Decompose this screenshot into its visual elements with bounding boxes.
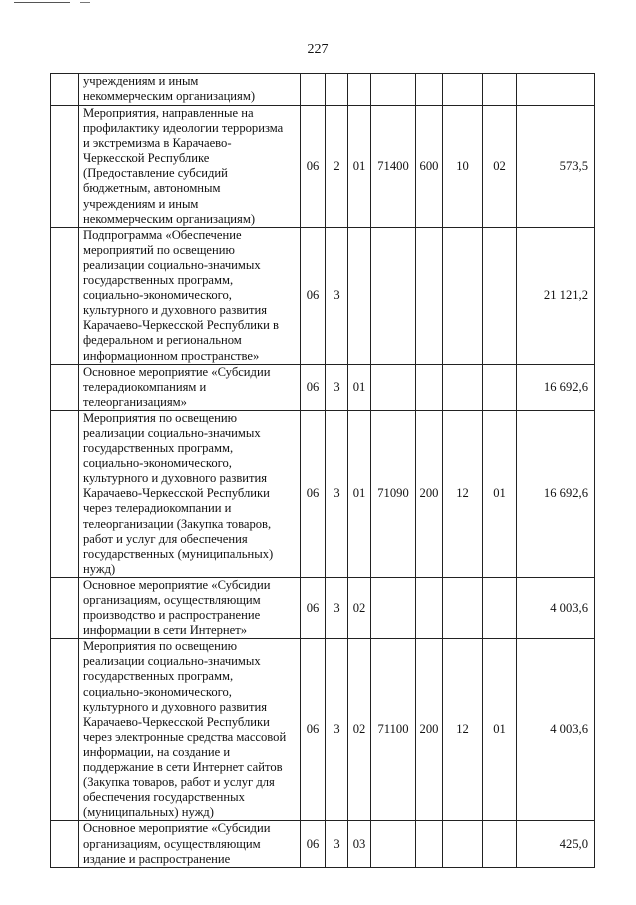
code-section: 06 <box>301 639 326 821</box>
top-rule <box>14 2 70 3</box>
item-name: Основное мероприятие «Субсидии телерадиокомпаниям и телеорганизациям» <box>83 364 271 409</box>
row-number-cell <box>51 821 79 867</box>
code-chapter <box>443 227 483 364</box>
table-row <box>51 577 595 638</box>
code-subsection: 01 <box>483 639 517 821</box>
code-expense-type <box>416 364 443 410</box>
code-expense-type: 600 <box>416 106 443 228</box>
item-name: Мероприятия, направленные на профилактику идеологии терроризма и экстремизма в Карачаево- Черкесской Республике (Предоставление субсидий бюджетным, автономным учреждениям и иным некоммерческим организациям) <box>83 106 284 226</box>
code-direction <box>371 364 416 410</box>
table-row <box>51 74 595 106</box>
item-name-cell <box>79 821 301 867</box>
table-row <box>51 227 595 364</box>
amount-cell: 16 692,6 <box>517 364 595 410</box>
table-body <box>51 74 595 868</box>
code-section <box>301 74 326 106</box>
row-number-cell <box>51 74 79 106</box>
code-chapter <box>443 364 483 410</box>
amount-cell <box>517 74 595 106</box>
row-number-cell <box>51 364 79 410</box>
code-section: 06 <box>301 410 326 577</box>
code-subsection: 01 <box>483 410 517 577</box>
table-row <box>51 639 595 821</box>
code-subprogram <box>348 227 371 364</box>
code-program: 3 <box>326 577 348 638</box>
code-chapter: 10 <box>443 106 483 228</box>
row-number-cell <box>51 577 79 638</box>
code-program: 3 <box>326 639 348 821</box>
code-expense-type: 200 <box>416 639 443 821</box>
code-section: 06 <box>301 364 326 410</box>
amount-cell: 16 692,6 <box>517 410 595 577</box>
code-expense-type: 200 <box>416 410 443 577</box>
code-subsection <box>483 577 517 638</box>
code-program: 3 <box>326 821 348 867</box>
code-chapter: 12 <box>443 410 483 577</box>
amount-cell: 4 003,6 <box>517 577 595 638</box>
code-direction <box>371 227 416 364</box>
budget-table <box>50 73 595 868</box>
code-direction <box>371 74 416 106</box>
code-direction: 71400 <box>371 106 416 228</box>
code-subprogram: 01 <box>348 106 371 228</box>
item-name-cell <box>79 410 301 577</box>
code-direction: 71100 <box>371 639 416 821</box>
row-number-cell <box>51 639 79 821</box>
code-expense-type <box>416 227 443 364</box>
amount-cell: 425,0 <box>517 821 595 867</box>
code-subsection: 02 <box>483 106 517 228</box>
item-name-cell <box>79 106 301 228</box>
code-direction: 71090 <box>371 410 416 577</box>
top-rule-short <box>80 2 90 3</box>
item-name-cell <box>79 639 301 821</box>
row-number-cell <box>51 410 79 577</box>
row-number-cell <box>51 106 79 228</box>
row-number-cell <box>51 227 79 364</box>
code-expense-type <box>416 74 443 106</box>
code-expense-type <box>416 821 443 867</box>
amount-cell: 4 003,6 <box>517 639 595 821</box>
code-subprogram: 01 <box>348 364 371 410</box>
code-program: 3 <box>326 227 348 364</box>
code-subprogram: 01 <box>348 410 371 577</box>
item-name: учреждениям и иным некоммерческим организациям) <box>83 74 256 104</box>
item-name-cell <box>79 74 301 106</box>
item-name: Мероприятия по освещению реализации социально-значимых государственных программ, социально-экономического, культурного и духовного развития Карачаево-Черкесской Республики через телерадиокомпании и телеорганизации (Закупка товаров, работ и услуг для обеспечения государственных (муниципальных) нужд) <box>83 410 274 576</box>
code-program: 3 <box>326 410 348 577</box>
item-name-cell <box>79 364 301 410</box>
code-chapter: 12 <box>443 639 483 821</box>
table-row <box>51 821 595 867</box>
table-row <box>51 106 595 228</box>
code-section: 06 <box>301 577 326 638</box>
code-subsection <box>483 364 517 410</box>
item-name: Основное мероприятие «Субсидии организациям, осуществляющим издание и распространение <box>83 821 271 866</box>
item-name: Мероприятия по освещению реализации социально-значимых государственных программ, социально-экономического, культурного и духовного развития Карачаево-Черкесской Республики через электронные средства массовой информации, на создание и поддержание в сети Интернет сайтов (Закупка товаров, работ и услуг для обеспечения государственных (муниципальных) нужд) <box>83 639 287 820</box>
code-section: 06 <box>301 227 326 364</box>
page-number: 227 <box>307 42 329 57</box>
code-subsection <box>483 227 517 364</box>
code-program: 2 <box>326 106 348 228</box>
code-subsection <box>483 821 517 867</box>
code-chapter <box>443 577 483 638</box>
code-program: 3 <box>326 364 348 410</box>
code-section: 06 <box>301 821 326 867</box>
code-program <box>326 74 348 106</box>
table-row <box>51 364 595 410</box>
item-name-cell <box>79 577 301 638</box>
code-direction <box>371 577 416 638</box>
code-subprogram: 02 <box>348 639 371 821</box>
amount-cell: 573,5 <box>517 106 595 228</box>
item-name-cell <box>79 227 301 364</box>
code-subsection <box>483 74 517 106</box>
table-row <box>51 410 595 577</box>
code-expense-type <box>416 577 443 638</box>
code-chapter <box>443 821 483 867</box>
code-subprogram: 03 <box>348 821 371 867</box>
code-section: 06 <box>301 106 326 228</box>
amount-cell: 21 121,2 <box>517 227 595 364</box>
item-name: Подпрограмма «Обеспечение мероприятий по освещению реализации социально-значимых государственных программ, социально-экономического, культурного и духовного развития Карачаево-Черкесской Республики в федеральном и региональном информационном пространстве» <box>83 227 279 363</box>
code-chapter <box>443 74 483 106</box>
code-direction <box>371 821 416 867</box>
item-name: Основное мероприятие «Субсидии организациям, осуществляющим производство и распространение информации в сети Интернет» <box>83 577 271 638</box>
code-subprogram <box>348 74 371 106</box>
code-subprogram: 02 <box>348 577 371 638</box>
